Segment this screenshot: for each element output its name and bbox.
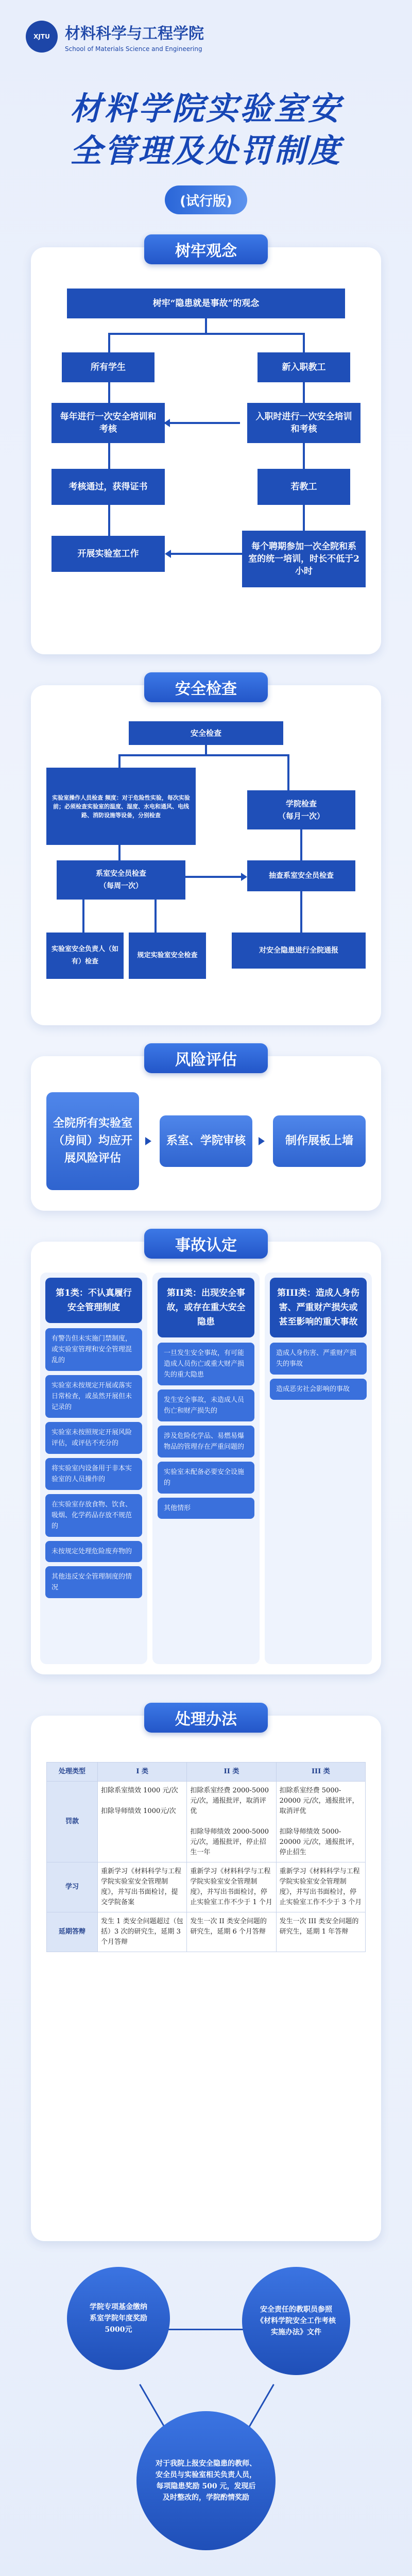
concept-annual-training: 每年进行一次安全培训和考核 xyxy=(52,403,165,443)
section-title-accident: 事故认定 xyxy=(144,1229,268,1259)
accident-condition-item: 造成恶劣社会影响的事故 xyxy=(270,1379,367,1400)
reward-circle-hazard-report: 对于我院上报安全隐患的教师、安全员与实验室相关负责人员，每项隐患奖励 500 元，发现后及时整改的，学院酌情奖励 xyxy=(136,2411,276,2550)
connector xyxy=(118,754,288,756)
inspection-college-notice: 对安全隐患进行全院通报 xyxy=(232,933,366,969)
handling-measure-cell: 发生一次 II 类安全问题的研究生，延期 6 个月答辩 xyxy=(187,1912,276,1952)
handling-measure-cell: 发生一次 III 类安全问题的研究生，延期 1 年答辩 xyxy=(276,1912,365,1952)
concept-staff-condition: 若教工 xyxy=(258,469,350,505)
accident-condition-item: 在实验室存放食物、饮食、吸烟、化学药品存放不规范的 xyxy=(45,1494,142,1537)
connector xyxy=(118,754,121,768)
accident-condition-item: 实验室未按规定开展或落实日常检查，或虽然开展但未记录的 xyxy=(45,1375,142,1418)
inspection-required-check: 规定实验室安全检查 xyxy=(129,933,206,979)
concept-pass-certificate: 考核通过，获得证书 xyxy=(52,469,165,505)
accident-column-2 xyxy=(152,1273,260,1664)
inspection-dept-officer-check: 系室安全员检查 （每周一次） xyxy=(57,860,185,900)
connector xyxy=(300,829,302,860)
inspection-college-check: 学院检查 （每月一次） xyxy=(247,790,355,829)
connector xyxy=(108,505,110,536)
section-title-inspection: 安全检查 xyxy=(144,672,268,702)
concept-new-staff: 新入职教工 xyxy=(258,352,350,382)
inspection-top-box: 安全检查 xyxy=(129,721,283,745)
table-header: II 类 xyxy=(187,1762,276,1782)
section-title-concept: 树牢观念 xyxy=(144,234,268,264)
arrow-right-icon xyxy=(259,1137,265,1145)
inspection-operator-check: 实验室操作人员检查 频度：对于危险性实验，每次实验前；必须检查实验室的温度、湿度、水电和通风、电线路、消防设施等设备，分别检查 xyxy=(46,768,196,845)
risk-step-assessment: 全院所有实验室（房间）均应开展风险评估 xyxy=(46,1092,139,1190)
arrow-left-icon xyxy=(164,419,170,427)
accident-category-2: 第II类：出现安全事故，或存在重大安全隐患 xyxy=(158,1278,254,1337)
table-header: 处理类型 xyxy=(47,1762,98,1782)
reward-circle-staff: 安全责任的教职员参照《材料学院安全工作考核实施办法》文件 xyxy=(242,2267,350,2375)
table-row xyxy=(47,1862,366,1912)
logo-english-name: School of Materials Science and Engineering xyxy=(65,45,202,53)
school-seal-icon: XJTU xyxy=(26,21,58,53)
page-title xyxy=(0,88,412,172)
connector xyxy=(82,900,84,936)
connector xyxy=(303,505,305,531)
concept-top-box: 树牢“隐患就是事故”的观念 xyxy=(67,289,345,318)
risk-step-review: 系室、学院审核 xyxy=(160,1115,252,1167)
table-header: I 类 xyxy=(98,1762,187,1782)
title-line-1: 材料学院实验室安 xyxy=(70,90,342,127)
accident-category-1: 第1类：不认真履行安全管理制度 xyxy=(45,1278,142,1323)
connector xyxy=(205,318,207,334)
inspection-lab-head-check: 实验室安全负责人（如有）检查 xyxy=(46,933,124,979)
handling-measure-cell: 重新学习《材料科学与工程学院实验室安全管理制度》，并写出书面检讨，提交学院备案 xyxy=(98,1862,187,1912)
accident-condition-item: 一旦发生安全事故，有可能造成人员伤亡或重大财产损失的重大隐患 xyxy=(158,1343,254,1385)
connector xyxy=(165,422,240,424)
concept-start-lab-work: 开展实验室工作 xyxy=(52,536,165,572)
handling-measure-cell: 扣除系室经费 5000-20000 元/次，通报批评，取消评优 扣除导师绩效 5000-20000 元/次，通报批评，停止招生 xyxy=(276,1782,365,1862)
accident-condition-item: 有警告但未实施门禁制度，或实验室管理和安全管理混乱的 xyxy=(45,1328,142,1371)
connector xyxy=(185,876,242,878)
handling-type-cell: 延期答辩 xyxy=(47,1912,98,1952)
accident-condition-item: 将实验室内设备用于非本实验室的人员操作的 xyxy=(45,1458,142,1490)
handling-measure-cell: 发生 1 类安全问题超过（包括）3 次的研究生，延期 3 个月答辩 xyxy=(98,1912,187,1952)
title-line-2: 全管理及处罚制度 xyxy=(70,132,342,170)
concept-periodic-training: 每个聘期参加一次全院和系室的统一培训，时长不低于2小时 xyxy=(242,531,366,587)
connector xyxy=(300,891,302,933)
table-row xyxy=(47,1912,366,1952)
connector xyxy=(108,333,110,353)
accident-condition-item: 其他情形 xyxy=(158,1498,254,1519)
section-title-risk: 风险评估 xyxy=(144,1043,268,1073)
accident-condition-item: 涉及危险化学品、易燃易爆物品的管理存在严重问题的 xyxy=(158,1426,254,1458)
handling-table xyxy=(46,1762,366,1952)
handling-measure-cell: 扣除系室经费 2000-5000 元/次，通报批评，取消评优 扣除导师绩效 2000-5000 元/次，通报批评，停止招生一年 xyxy=(187,1782,276,1862)
connector xyxy=(154,900,157,936)
handling-type-cell: 学习 xyxy=(47,1862,98,1912)
handling-measure-cell: 重新学习《材料科学与工程学院实验室安全管理制度》，并写出书面检讨，停止实验室工作不少于 1 个月 xyxy=(187,1862,276,1912)
handling-type-cell: 罚款 xyxy=(47,1782,98,1862)
accident-condition-item: 其他违反安全管理制度的情况 xyxy=(45,1566,142,1598)
connector xyxy=(108,333,304,335)
connector xyxy=(303,382,305,403)
arrow-right-icon xyxy=(241,873,247,881)
connector xyxy=(118,845,121,860)
school-logo xyxy=(26,21,204,53)
table-header-row xyxy=(47,1762,366,1782)
arrow-right-icon xyxy=(145,1137,151,1145)
connector xyxy=(108,382,110,403)
handling-measure-cell: 扣除系室绩效 1000 元/次 扣除导师绩效 1000元/次 xyxy=(98,1782,187,1862)
risk-step-display: 制作展板上墙 xyxy=(273,1115,366,1167)
connector xyxy=(108,443,110,469)
concept-all-students: 所有学生 xyxy=(62,352,154,382)
accident-condition-item: 实验室未按照规定开展风险评估，或评估不充分的 xyxy=(45,1422,142,1454)
concept-onboard-training: 入职时进行一次安全培训和考核 xyxy=(247,403,360,443)
accident-condition-item: 发生安全事故，未造成人员伤亡和财产损失的 xyxy=(158,1389,254,1421)
connector xyxy=(205,745,207,755)
reward-circle-fund: 学院专项基金缴纳 系室学院年度奖励 5000元 xyxy=(67,2267,170,2370)
section-title-handling: 处理办法 xyxy=(144,1703,268,1733)
connector xyxy=(303,333,305,353)
connector xyxy=(170,553,242,555)
accident-category-3: 第III类：造成人身伤害、严重财产损失或甚至影响的重大事故 xyxy=(270,1278,367,1337)
logo-chinese-name: 材料科学与工程学院 xyxy=(65,25,204,43)
connector xyxy=(303,443,305,469)
handling-measure-cell: 重新学习《材料科学与工程学院实验室安全管理制度》，并写出书面检讨，停止实验室工作不少于 3 个月 xyxy=(276,1862,365,1912)
accident-column-1 xyxy=(40,1273,147,1664)
arrow-left-icon xyxy=(165,550,171,558)
accident-column-3 xyxy=(265,1273,372,1664)
inspection-spot-check: 抽查系室安全员检查 xyxy=(247,860,355,891)
accident-condition-item: 实验室未配备必要安全设施的 xyxy=(158,1462,254,1494)
accident-condition-item: 未按规定处理危险废弃物的 xyxy=(45,1541,142,1562)
table-header: III 类 xyxy=(276,1762,365,1782)
trial-version-badge: (试行版) xyxy=(165,185,247,214)
connector xyxy=(287,754,289,790)
table-row xyxy=(47,1782,366,1862)
accident-condition-item: 造成人身伤害、严重财产损失的事故 xyxy=(270,1343,367,1375)
handling-card xyxy=(31,1716,381,2241)
